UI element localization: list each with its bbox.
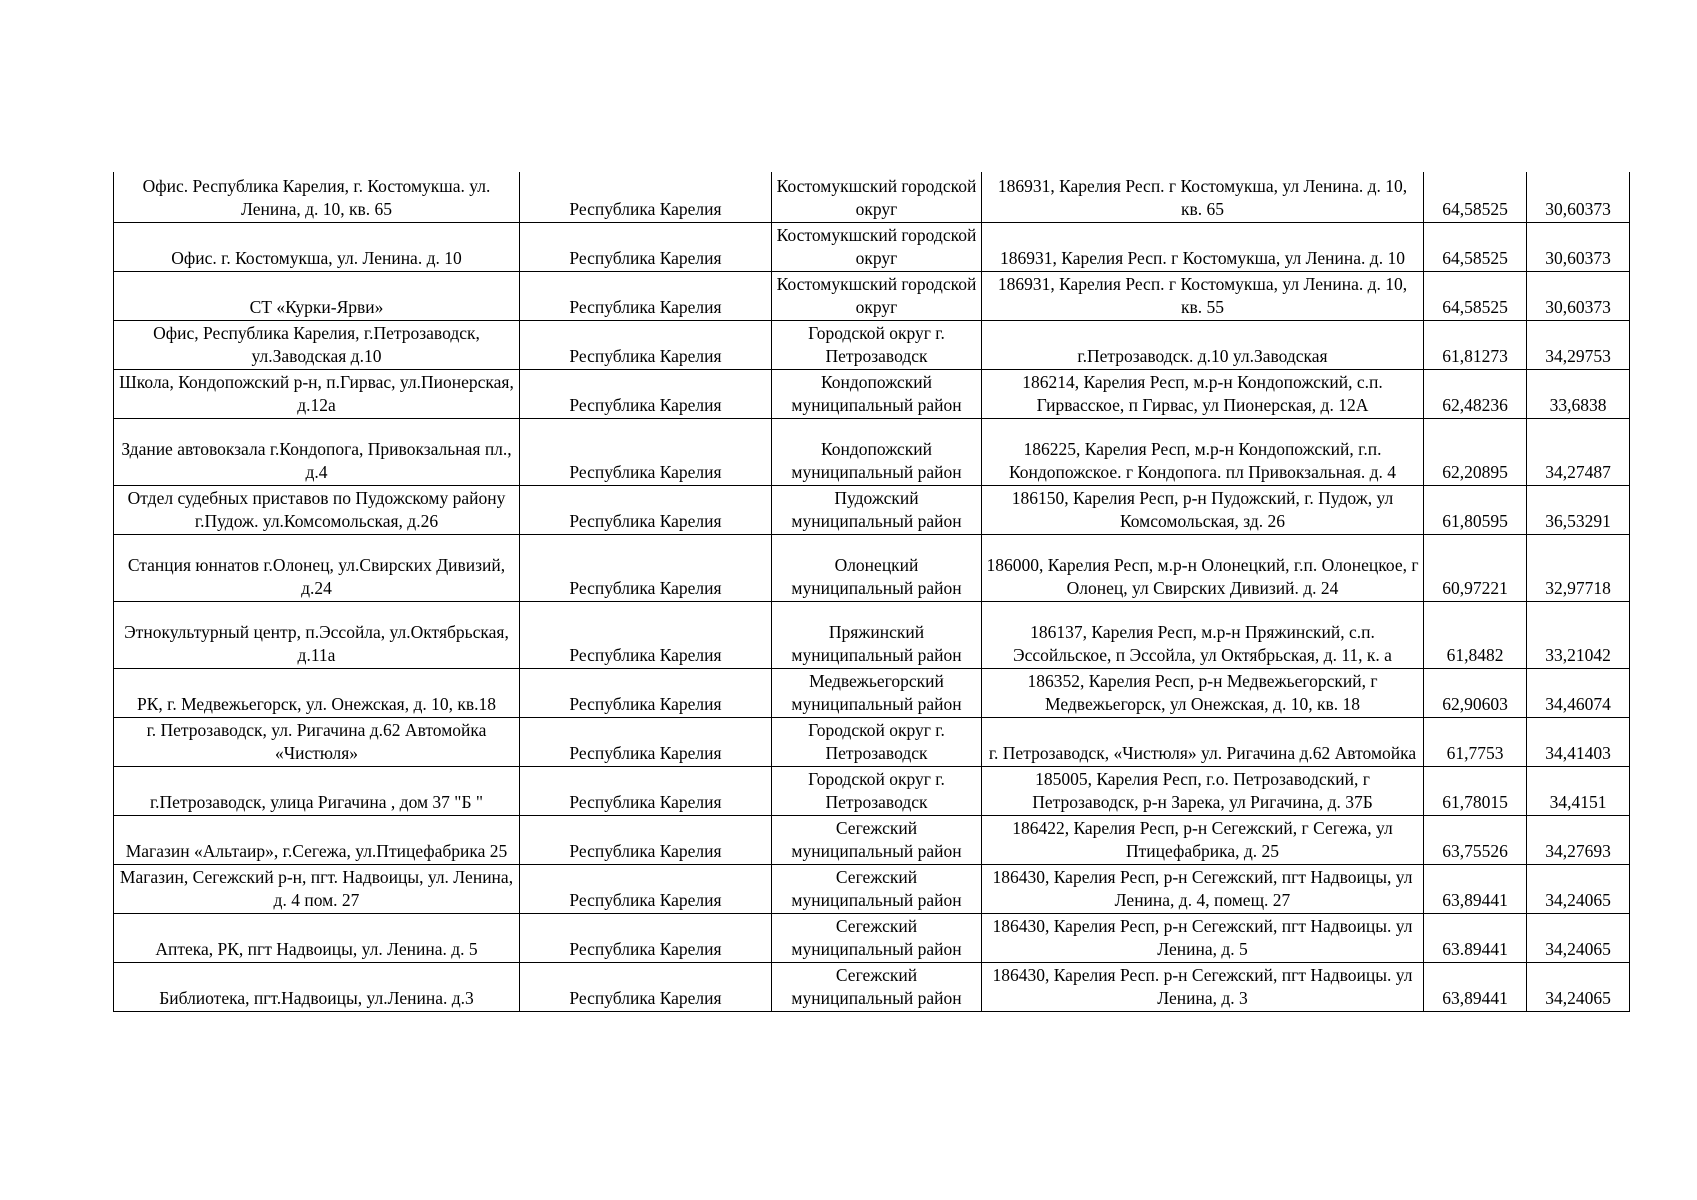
region-cell: Республика Карелия bbox=[520, 962, 772, 1011]
object-cell: г.Петрозаводск, улица Ригачина , дом 37 "Б " bbox=[114, 766, 520, 815]
table-row bbox=[114, 534, 1630, 601]
table-row bbox=[114, 668, 1630, 717]
table-row bbox=[114, 601, 1630, 668]
municipality-cell: Костомукшский городской округ bbox=[772, 222, 982, 271]
municipality-cell: Городской округ г. Петрозаводск bbox=[772, 766, 982, 815]
latitude-cell: 63,75526 bbox=[1424, 815, 1527, 864]
region-cell: Республика Карелия bbox=[520, 369, 772, 418]
longitude-cell: 33,21042 bbox=[1527, 601, 1630, 668]
region-cell: Республика Карелия bbox=[520, 913, 772, 962]
table-row bbox=[114, 864, 1630, 913]
address-cell: 186352, Карелия Респ, р-н Медвежьегорский, г Медвежьегорск, ул Онежская, д. 10, кв. 18 bbox=[982, 668, 1424, 717]
region-cell: Республика Карелия bbox=[520, 534, 772, 601]
object-cell: Аптека, РК, пгт Надвоицы, ул. Ленина. д. 5 bbox=[114, 913, 520, 962]
latitude-cell: 60,97221 bbox=[1424, 534, 1527, 601]
longitude-cell: 34,24065 bbox=[1527, 962, 1630, 1011]
table-row bbox=[114, 418, 1630, 485]
table-row bbox=[114, 717, 1630, 766]
table-row bbox=[114, 271, 1630, 320]
longitude-cell: 34,27487 bbox=[1527, 418, 1630, 485]
latitude-cell: 63,89441 bbox=[1424, 864, 1527, 913]
address-cell: 186931, Карелия Респ. г Костомукша, ул Ленина. д. 10, кв. 65 bbox=[982, 172, 1424, 222]
object-cell: Магазин, Сегежский р-н, пгт. Надвоицы, ул. Ленина, д. 4 пом. 27 bbox=[114, 864, 520, 913]
address-table-body bbox=[114, 172, 1630, 1011]
municipality-cell: Костомукшский городской округ bbox=[772, 271, 982, 320]
region-cell: Республика Карелия bbox=[520, 172, 772, 222]
municipality-cell: Сегежский муниципальный район bbox=[772, 864, 982, 913]
table-row bbox=[114, 172, 1630, 222]
latitude-cell: 61,7753 bbox=[1424, 717, 1527, 766]
latitude-cell: 62,20895 bbox=[1424, 418, 1527, 485]
address-cell: 185005, Карелия Респ, г.о. Петрозаводский, г Петрозаводск, р-н Зарека, ул Ригачина, д. 37Б bbox=[982, 766, 1424, 815]
municipality-cell: Костомукшский городской округ bbox=[772, 172, 982, 222]
longitude-cell: 34,24065 bbox=[1527, 864, 1630, 913]
address-table bbox=[113, 172, 1630, 1012]
table-row bbox=[114, 766, 1630, 815]
municipality-cell: Сегежский муниципальный район bbox=[772, 962, 982, 1011]
municipality-cell: Городской округ г. Петрозаводск bbox=[772, 320, 982, 369]
latitude-cell: 61,80595 bbox=[1424, 485, 1527, 534]
address-cell: 186137, Карелия Респ, м.р-н Пряжинский, с.п. Эссойльское, п Эссойла, ул Октябрьская, д. 11, к. а bbox=[982, 601, 1424, 668]
latitude-cell: 62,48236 bbox=[1424, 369, 1527, 418]
region-cell: Республика Карелия bbox=[520, 601, 772, 668]
table-row bbox=[114, 369, 1630, 418]
object-cell: г. Петрозаводск, ул. Ригачина д.62 Автомойка «Чистюля» bbox=[114, 717, 520, 766]
object-cell: Здание автовокзала г.Кондопога, Привокзальная пл., д.4 bbox=[114, 418, 520, 485]
region-cell: Республика Карелия bbox=[520, 222, 772, 271]
latitude-cell: 62,90603 bbox=[1424, 668, 1527, 717]
table-row bbox=[114, 320, 1630, 369]
longitude-cell: 32,97718 bbox=[1527, 534, 1630, 601]
municipality-cell: Кондопожский муниципальный район bbox=[772, 418, 982, 485]
region-cell: Республика Карелия bbox=[520, 864, 772, 913]
region-cell: Республика Карелия bbox=[520, 271, 772, 320]
municipality-cell: Сегежский муниципальный район bbox=[772, 815, 982, 864]
address-cell: 186422, Карелия Респ, р-н Сегежский, г Сегежа, ул Птицефабрика, д. 25 bbox=[982, 815, 1424, 864]
region-cell: Республика Карелия bbox=[520, 815, 772, 864]
region-cell: Республика Карелия bbox=[520, 766, 772, 815]
object-cell: РК, г. Медвежьегорск, ул. Онежская, д. 10, кв.18 bbox=[114, 668, 520, 717]
object-cell: СТ «Курки-Ярви» bbox=[114, 271, 520, 320]
address-cell: г.Петрозаводск. д.10 ул.Заводская bbox=[982, 320, 1424, 369]
object-cell: Станция юннатов г.Олонец, ул.Свирских Дивизий, д.24 bbox=[114, 534, 520, 601]
longitude-cell: 34,4151 bbox=[1527, 766, 1630, 815]
latitude-cell: 61,78015 bbox=[1424, 766, 1527, 815]
address-cell: 186931, Карелия Респ. г Костомукша, ул Ленина. д. 10 bbox=[982, 222, 1424, 271]
longitude-cell: 34,29753 bbox=[1527, 320, 1630, 369]
longitude-cell: 33,6838 bbox=[1527, 369, 1630, 418]
object-cell: Отдел судебных приставов по Пудожскому району г.Пудож. ул.Комсомольская, д.26 bbox=[114, 485, 520, 534]
address-cell: 186430, Карелия Респ. р-н Сегежский, пгт Надвоицы. ул Ленина, д. 3 bbox=[982, 962, 1424, 1011]
table-row bbox=[114, 962, 1630, 1011]
region-cell: Республика Карелия bbox=[520, 418, 772, 485]
object-cell: Школа, Кондопожский р-н, п.Гирвас, ул.Пионерская, д.12а bbox=[114, 369, 520, 418]
municipality-cell: Пряжинский муниципальный район bbox=[772, 601, 982, 668]
region-cell: Республика Карелия bbox=[520, 320, 772, 369]
longitude-cell: 34,46074 bbox=[1527, 668, 1630, 717]
latitude-cell: 64,58525 bbox=[1424, 222, 1527, 271]
longitude-cell: 30,60373 bbox=[1527, 172, 1630, 222]
region-cell: Республика Карелия bbox=[520, 668, 772, 717]
table-row bbox=[114, 222, 1630, 271]
address-cell: 186931, Карелия Респ. г Костомукша, ул Ленина. д. 10, кв. 55 bbox=[982, 271, 1424, 320]
address-cell: 186430, Карелия Респ, р-н Сегежский, пгт Надвоицы. ул Ленина, д. 5 bbox=[982, 913, 1424, 962]
municipality-cell: Кондопожский муниципальный район bbox=[772, 369, 982, 418]
longitude-cell: 34,27693 bbox=[1527, 815, 1630, 864]
object-cell: Магазин «Альтаир», г.Сегежа, ул.Птицефабрика 25 bbox=[114, 815, 520, 864]
object-cell: Библиотека, пгт.Надвоицы, ул.Ленина. д.3 bbox=[114, 962, 520, 1011]
longitude-cell: 30,60373 bbox=[1527, 271, 1630, 320]
object-cell: Офис, Республика Карелия, г.Петрозаводск, ул.Заводская д.10 bbox=[114, 320, 520, 369]
table-row bbox=[114, 913, 1630, 962]
latitude-cell: 64,58525 bbox=[1424, 172, 1527, 222]
address-cell: 186225, Карелия Респ, м.р-н Кондопожский, г.п. Кондопожское. г Кондопога. пл Привокзальная. д. 4 bbox=[982, 418, 1424, 485]
municipality-cell: Медвежьегорский муниципальный район bbox=[772, 668, 982, 717]
longitude-cell: 34,41403 bbox=[1527, 717, 1630, 766]
municipality-cell: Олонецкий муниципальный район bbox=[772, 534, 982, 601]
table-row bbox=[114, 485, 1630, 534]
municipality-cell: Пудожский муниципальный район bbox=[772, 485, 982, 534]
latitude-cell: 61,81273 bbox=[1424, 320, 1527, 369]
longitude-cell: 36,53291 bbox=[1527, 485, 1630, 534]
latitude-cell: 63,89441 bbox=[1424, 962, 1527, 1011]
latitude-cell: 63.89441 bbox=[1424, 913, 1527, 962]
municipality-cell: Городской округ г. Петрозаводск bbox=[772, 717, 982, 766]
address-cell: 186150, Карелия Респ, р-н Пудожский, г. Пудож, ул Комсомольская, зд. 26 bbox=[982, 485, 1424, 534]
table-row bbox=[114, 815, 1630, 864]
object-cell: Этнокультурный центр, п.Эссойла, ул.Октябрьская, д.11а bbox=[114, 601, 520, 668]
address-cell: 186214, Карелия Респ, м.р-н Кондопожский, с.п. Гирвасское, п Гирвас, ул Пионерская, д. 12А bbox=[982, 369, 1424, 418]
address-cell: г. Петрозаводск, «Чистюля» ул. Ригачина д.62 Автомойка bbox=[982, 717, 1424, 766]
object-cell: Офис. г. Костомукша, ул. Ленина. д. 10 bbox=[114, 222, 520, 271]
longitude-cell: 34,24065 bbox=[1527, 913, 1630, 962]
latitude-cell: 64,58525 bbox=[1424, 271, 1527, 320]
object-cell: Офис. Республика Карелия, г. Костомукша. ул. Ленина, д. 10, кв. 65 bbox=[114, 172, 520, 222]
address-cell: 186430, Карелия Респ, р-н Сегежский, пгт Надвоицы, ул Ленина, д. 4, помещ. 27 bbox=[982, 864, 1424, 913]
region-cell: Республика Карелия bbox=[520, 717, 772, 766]
region-cell: Республика Карелия bbox=[520, 485, 772, 534]
latitude-cell: 61,8482 bbox=[1424, 601, 1527, 668]
municipality-cell: Сегежский муниципальный район bbox=[772, 913, 982, 962]
address-cell: 186000, Карелия Респ, м.р-н Олонецкий, г.п. Олонецкое, г Олонец, ул Свирских Дивизий. д. 24 bbox=[982, 534, 1424, 601]
longitude-cell: 30,60373 bbox=[1527, 222, 1630, 271]
